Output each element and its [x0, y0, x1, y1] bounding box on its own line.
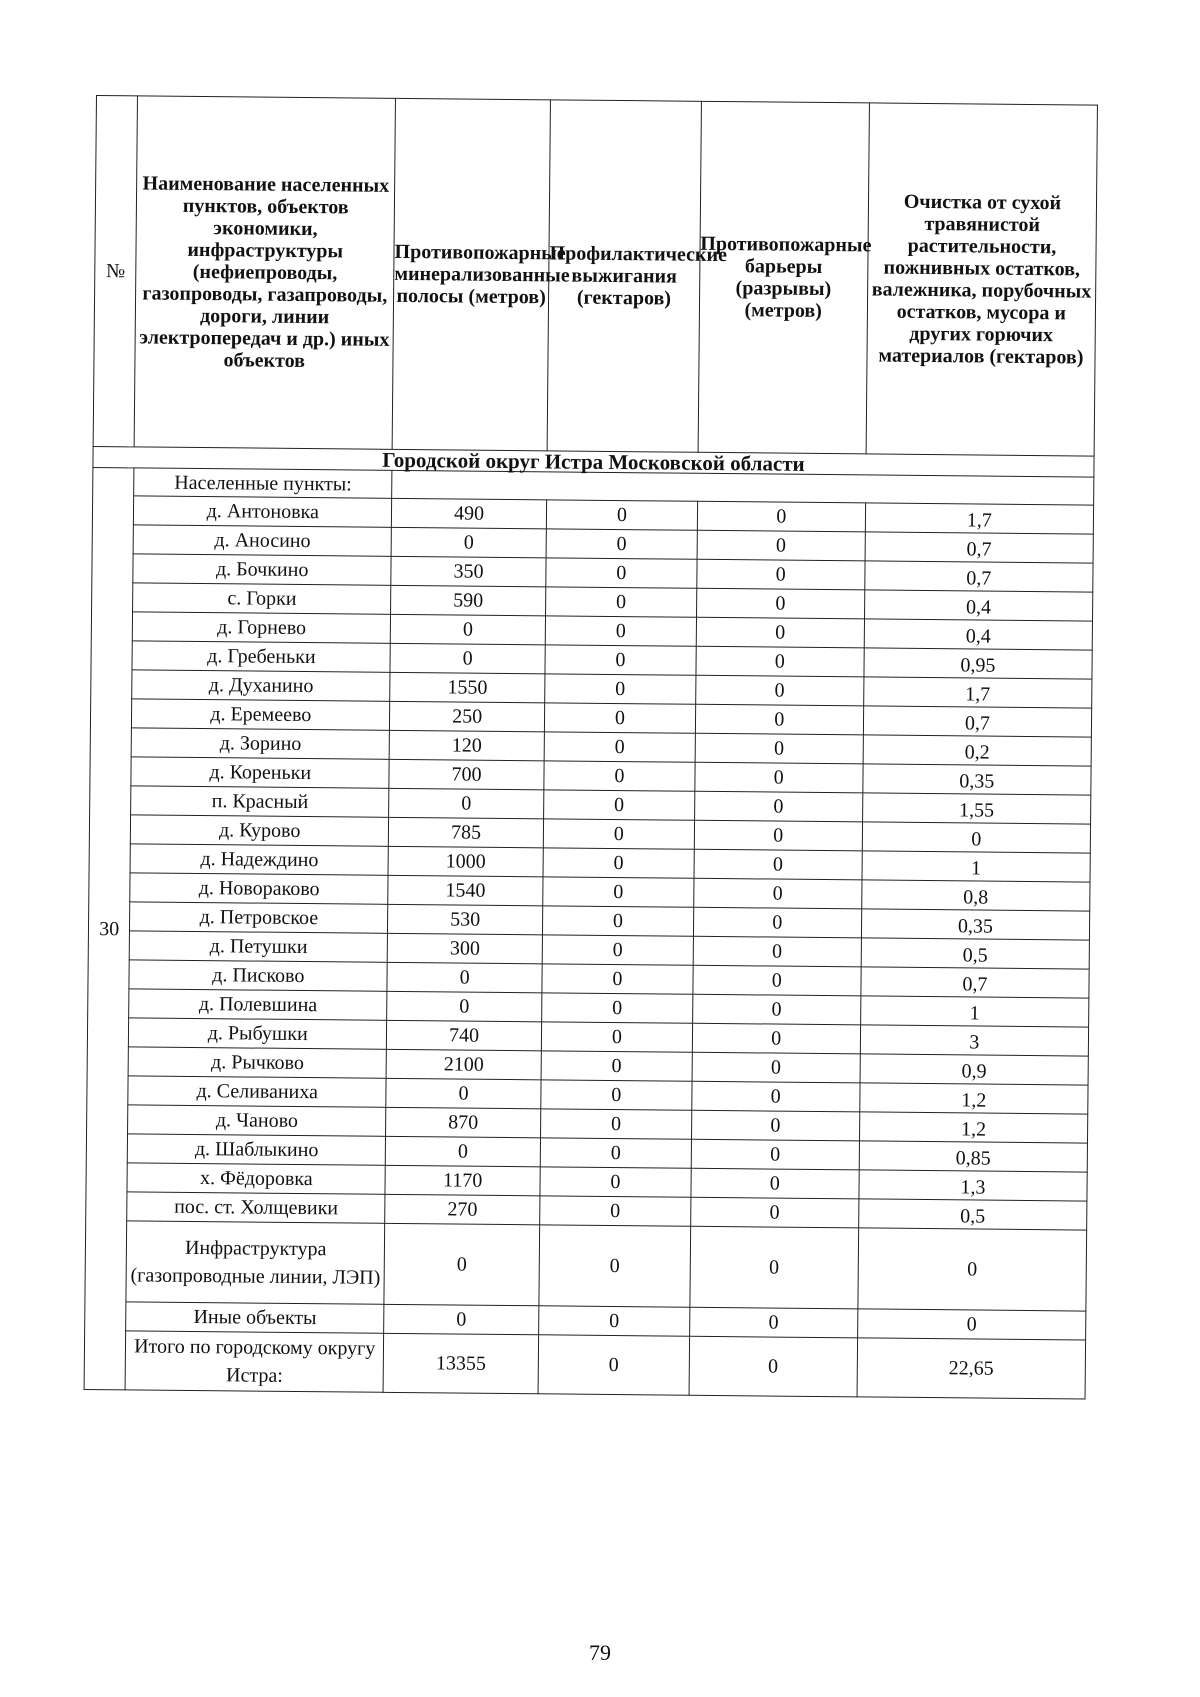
header-preventive-burns: Профилактические выжигания (гектаров) [547, 100, 701, 452]
cell-strips: 0 [385, 1136, 540, 1166]
cell-cleaning: 1,2 [859, 1112, 1087, 1143]
cell-cleaning: 0,4 [864, 590, 1092, 621]
cell-barriers: 0 [697, 559, 865, 590]
cell-barriers: 0 [694, 849, 862, 880]
total-name: Итого по городскому округу Истра: [126, 1331, 384, 1392]
cell-barriers: 0 [694, 791, 862, 822]
cell-strips: 2100 [386, 1049, 541, 1079]
cell-burns: 0 [546, 587, 697, 617]
cell-strips: 785 [388, 817, 543, 847]
cell-name: д. Чаново [128, 1105, 386, 1136]
cell-strips: 250 [389, 701, 544, 731]
cell-name: д. Зорино [132, 728, 390, 759]
cell-barriers: 0 [693, 965, 861, 996]
cell-barriers: 0 [695, 704, 863, 735]
total-strips: 13355 [383, 1333, 539, 1393]
cell-cleaning: 0,8 [862, 880, 1090, 911]
cell-burns: 0 [543, 848, 694, 878]
cell-name: д. Еремеево [132, 699, 390, 730]
cell-burns: 0 [543, 877, 694, 907]
total-burns: 0 [538, 1335, 689, 1395]
cell-cleaning: 0,7 [861, 967, 1089, 998]
cell-cleaning: 1,3 [859, 1170, 1087, 1201]
infrastructure-strips: 0 [384, 1223, 540, 1305]
cell-burns: 0 [544, 790, 695, 820]
cell-barriers: 0 [696, 646, 864, 677]
cell-cleaning: 0,35 [861, 909, 1089, 940]
cell-barriers: 0 [691, 1168, 859, 1199]
cell-barriers: 0 [690, 1197, 858, 1228]
cell-name: д. Петушки [130, 931, 388, 962]
cell-barriers: 0 [694, 820, 862, 851]
other-objects-burns: 0 [539, 1306, 690, 1336]
cell-burns: 0 [544, 703, 695, 733]
cell-name: д. Духанино [132, 670, 390, 701]
cell-burns: 0 [546, 529, 697, 559]
total-cleaning: 22,65 [857, 1338, 1086, 1399]
cell-barriers: 0 [692, 1052, 860, 1083]
cell-name: д. Антоновка [134, 496, 392, 527]
cell-burns: 0 [545, 645, 696, 675]
cell-burns: 0 [542, 935, 693, 965]
cell-strips: 270 [385, 1194, 540, 1224]
cell-barriers: 0 [693, 907, 861, 938]
cell-barriers: 0 [695, 675, 863, 706]
cell-burns: 0 [543, 906, 694, 936]
cell-name: д. Курово [131, 815, 389, 846]
cell-burns: 0 [543, 819, 694, 849]
page-number: 79 [589, 1640, 611, 1665]
other-objects-barriers: 0 [689, 1307, 857, 1338]
cell-burns: 0 [541, 1080, 692, 1110]
cell-cleaning: 1,2 [860, 1083, 1088, 1114]
total-barriers: 0 [689, 1336, 858, 1397]
cell-burns: 0 [544, 761, 695, 791]
fire-prevention-table [84, 95, 1098, 1400]
cell-cleaning: 0,95 [864, 648, 1092, 679]
cell-barriers: 0 [691, 1139, 859, 1170]
cell-name: д. Рычково [129, 1047, 387, 1078]
cell-cleaning: 0,7 [863, 706, 1091, 737]
cell-name: д. Аносино [134, 525, 392, 556]
cell-cleaning: 3 [860, 1025, 1088, 1056]
cell-cleaning: 0,7 [865, 532, 1093, 563]
header-name: Наименование населенных пунктов, объектов экономики, инфраструктуры (нефиепроводы, газопроводы, газапроводы, дороги, линии электропередач и др.) иных объектов [135, 96, 396, 449]
header-mineralized-strips: Противопожарные минерализованные полосы (метров) [392, 98, 550, 450]
cell-burns: 0 [540, 1196, 691, 1226]
cell-burns: 0 [540, 1167, 691, 1197]
cell-cleaning: 1 [860, 996, 1088, 1027]
cell-burns: 0 [540, 1138, 691, 1168]
cell-strips: 0 [390, 614, 545, 644]
cell-strips: 0 [389, 788, 544, 818]
cell-strips: 700 [389, 759, 544, 789]
infrastructure-barriers: 0 [690, 1226, 859, 1309]
cell-cleaning: 1,55 [862, 793, 1090, 824]
cell-name: д. Горнево [133, 612, 391, 643]
cell-strips: 0 [390, 643, 545, 673]
cell-name: д. Гребеньки [132, 641, 390, 672]
cell-cleaning: 0,2 [863, 735, 1091, 766]
cell-burns: 0 [544, 732, 695, 762]
cell-strips: 350 [391, 556, 546, 586]
cell-strips: 590 [391, 585, 546, 615]
cell-strips: 870 [386, 1107, 541, 1137]
cell-barriers: 0 [692, 1023, 860, 1054]
region-title: Городской округ Истра Московской области [93, 446, 1094, 477]
cell-name: д. Бочкино [133, 554, 391, 585]
cell-cleaning: 1,7 [865, 503, 1093, 534]
cell-name: д. Писково [129, 960, 387, 991]
total-row [84, 1330, 1086, 1399]
row-number: 30 [84, 467, 134, 1389]
cell-burns: 0 [545, 616, 696, 646]
table-header-row [93, 96, 1097, 457]
cell-name: д. Шаблыкино [128, 1134, 386, 1165]
cell-name: с. Горки [133, 583, 391, 614]
infrastructure-burns: 0 [539, 1225, 690, 1307]
cell-strips: 530 [388, 904, 543, 934]
cell-barriers: 0 [696, 617, 864, 648]
cell-barriers: 0 [697, 530, 865, 561]
cell-barriers: 0 [695, 733, 863, 764]
cell-burns: 0 [542, 964, 693, 994]
cell-cleaning: 0,85 [859, 1141, 1087, 1172]
subheading-label: Населенные пункты: [134, 468, 392, 498]
cell-strips: 0 [387, 991, 542, 1021]
cell-barriers: 0 [693, 936, 861, 967]
cell-cleaning: 0,5 [858, 1199, 1086, 1230]
cell-name: д. Селиваниха [128, 1076, 386, 1107]
header-cleaning: Очистка от сухой травянистой растительности, пожнивных остатков, валежника, порубочных остатков, мусора и других горючих материалов (гектаров) [866, 103, 1098, 456]
cell-burns: 0 [542, 993, 693, 1023]
cell-burns: 0 [546, 558, 697, 588]
cell-strips: 300 [387, 933, 542, 963]
cell-name: д. Петровское [130, 902, 388, 933]
header-fire-barriers: Противопожарные барьеры (разрывы) (метров) [698, 101, 869, 454]
cell-strips: 0 [386, 1078, 541, 1108]
cell-burns: 0 [545, 674, 696, 704]
other-objects-strips: 0 [384, 1304, 539, 1334]
cell-barriers: 0 [692, 1081, 860, 1112]
cell-strips: 740 [386, 1020, 541, 1050]
header-number: № [93, 96, 138, 447]
cell-strips: 1000 [388, 846, 543, 876]
cell-burns: 0 [541, 1109, 692, 1139]
cell-burns: 0 [546, 500, 697, 530]
cell-name: д. Новораково [130, 873, 388, 904]
cell-barriers: 0 [692, 994, 860, 1025]
cell-name: п. Красный [131, 786, 389, 817]
cell-cleaning: 0,4 [864, 619, 1092, 650]
cell-barriers: 0 [696, 588, 864, 619]
cell-cleaning: 0,5 [861, 938, 1089, 969]
cell-strips: 0 [391, 527, 546, 557]
infrastructure-name: Инфраструктура (газопроводные линии, ЛЭП) [126, 1221, 384, 1304]
cell-name: д. Полевшина [129, 989, 387, 1020]
cell-name: д. Надеждино [131, 844, 389, 875]
cell-name: д. Кореньки [131, 757, 389, 788]
cell-barriers: 0 [697, 501, 865, 532]
infrastructure-row [85, 1220, 1087, 1311]
cell-name: х. Фёдоровка [127, 1163, 385, 1194]
cell-barriers: 0 [695, 762, 863, 793]
cell-barriers: 0 [693, 878, 861, 909]
cell-cleaning: 0,35 [863, 764, 1091, 795]
cell-burns: 0 [541, 1051, 692, 1081]
other-objects-cleaning: 0 [857, 1309, 1085, 1340]
cell-cleaning: 1 [862, 851, 1090, 882]
cell-cleaning: 0,7 [865, 561, 1093, 592]
cell-cleaning: 1,7 [863, 677, 1091, 708]
cell-strips: 1540 [388, 875, 543, 905]
cell-strips: 120 [389, 730, 544, 760]
cell-cleaning: 0 [862, 822, 1090, 853]
cell-strips: 1170 [385, 1165, 540, 1195]
cell-burns: 0 [541, 1022, 692, 1052]
cell-barriers: 0 [691, 1110, 859, 1141]
cell-strips: 1550 [390, 672, 545, 702]
cell-cleaning: 0,9 [860, 1054, 1088, 1085]
other-objects-name: Иные объекты [126, 1302, 384, 1333]
cell-strips: 490 [391, 498, 546, 528]
cell-name: пос. ст. Холщевики [127, 1192, 385, 1223]
cell-name: д. Рыбушки [129, 1018, 387, 1049]
infrastructure-cleaning: 0 [858, 1228, 1087, 1311]
cell-strips: 0 [387, 962, 542, 992]
